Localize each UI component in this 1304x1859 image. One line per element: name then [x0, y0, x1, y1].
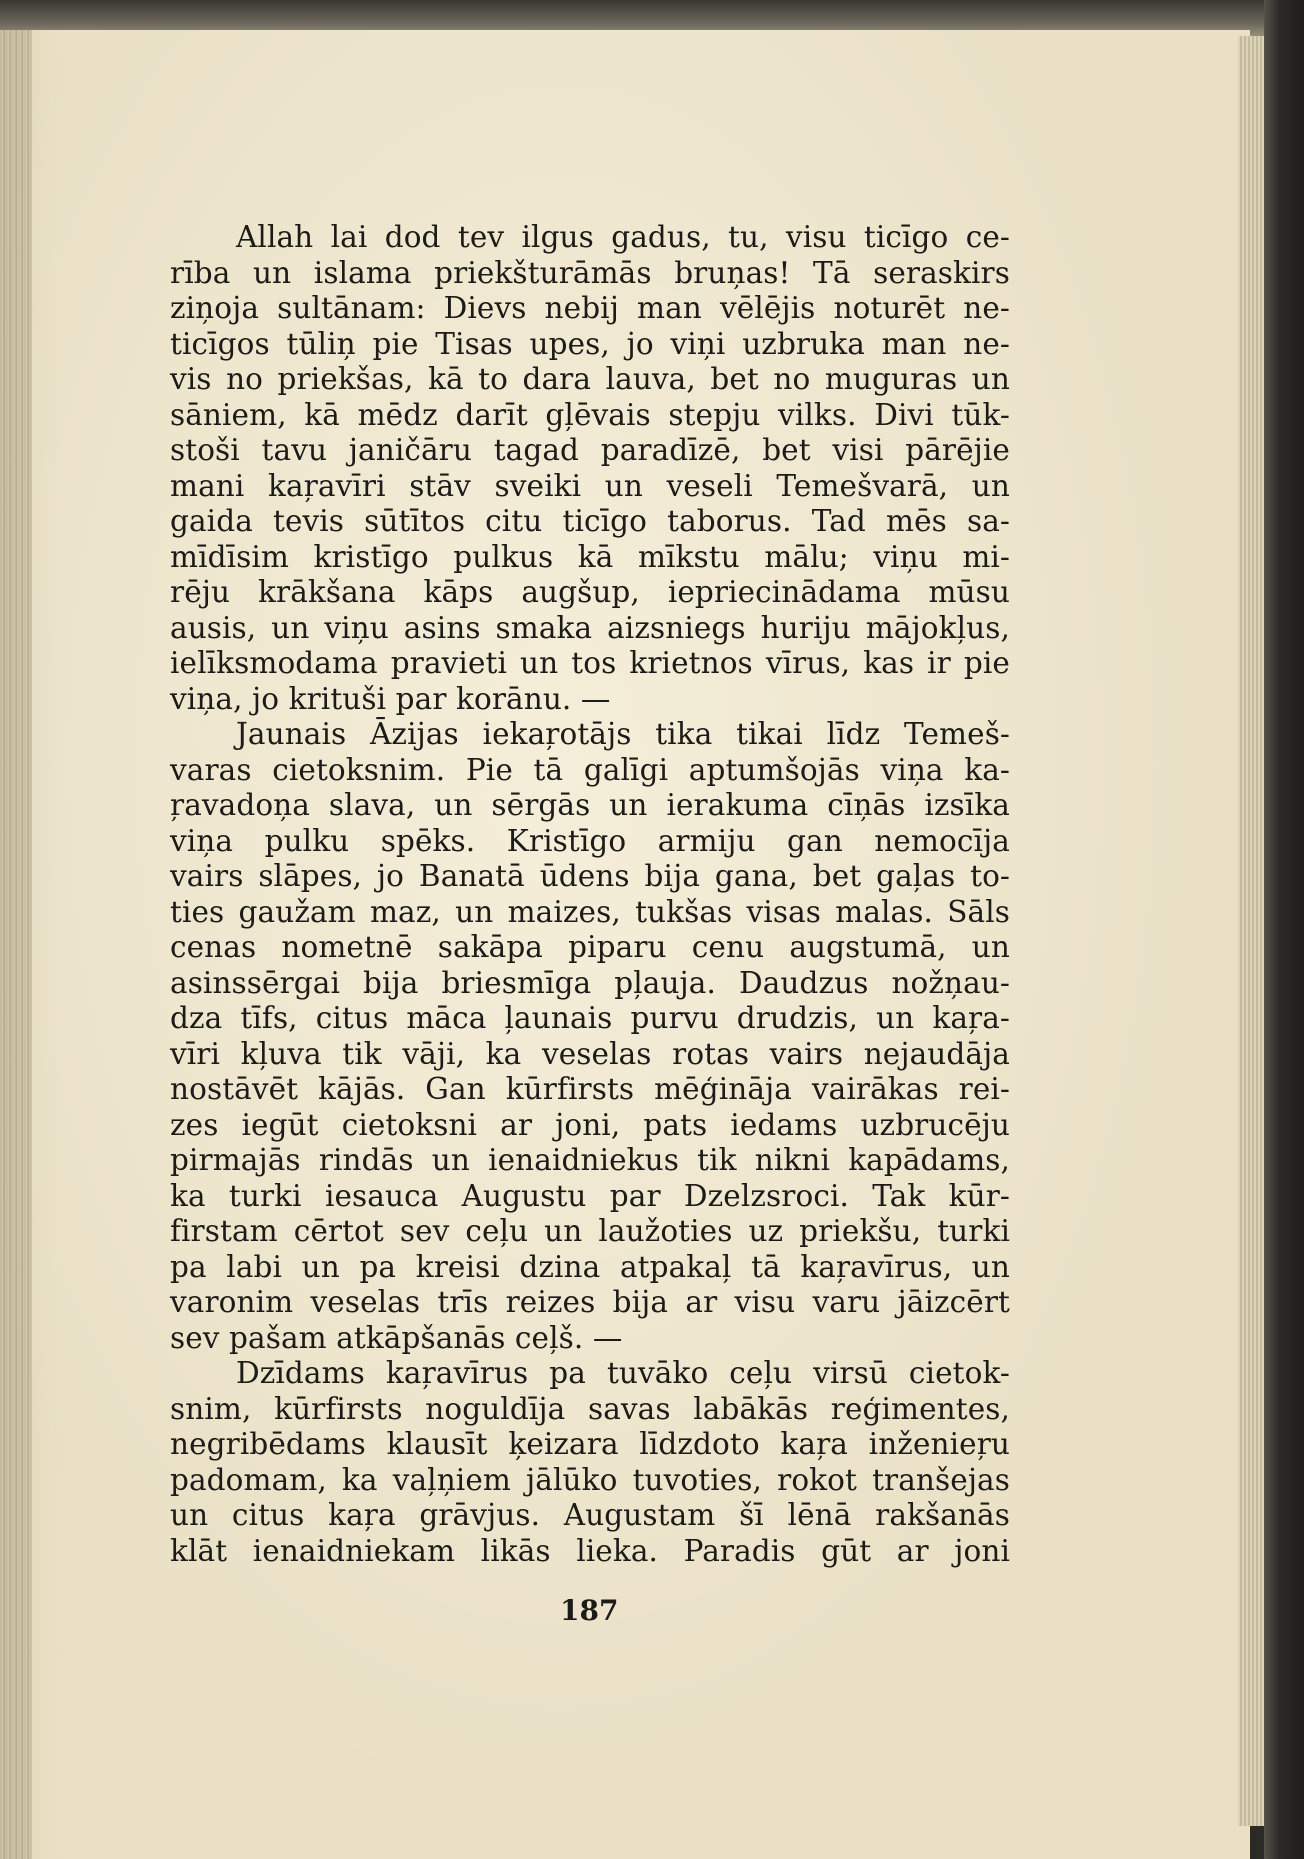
text-line: sāniem, kā mēdz darīt gļēvais stepju vilks. Divi tūk- [170, 397, 1010, 432]
text-line: Jaunais Āzijas iekaŗotājs tika tikai līdz Temeš- [236, 717, 1010, 751]
text-line: cenas nometnē sakāpa piparu cenu augstumā, un [170, 930, 1010, 964]
text-line: un citus kaŗa grāvjus. Augustam šī lēnā rakšanās [170, 1498, 1010, 1532]
text-line: asinssērgai bija briesmīga pļauja. Daudzus nožņau- [170, 965, 1010, 1000]
text-line: mīdīsim kristīgo pulkus kā mīkstu mālu; viņu mi- [170, 539, 1010, 574]
text-line: nostāvēt kājās. Gan kūrfirsts mēģināja vairākas rei- [170, 1072, 1010, 1106]
text-line: pa labi un pa kreisi dzina atpakaļ tā kaŗavīrus, un [170, 1249, 1010, 1284]
text-line: viņa pulku spēks. Kristīgo armiju gan nemocīja [170, 823, 1010, 858]
text-line: dza tīfs, citus māca ļaunais purvu drudzis, un kaŗa- [170, 1001, 1010, 1035]
text-line: viņa, jo krituši par korānu. — [170, 681, 611, 716]
text-line: mani kaŗavīri stāv sveiki un veseli Temešvarā, un [170, 468, 1010, 503]
text-line: ziņoja sultānam: Dievs nebij man vēlējis noturēt ne- [170, 291, 1010, 325]
text-line: rība un islama priekšturāmās bruņas! Tā seraskirs [170, 255, 1010, 290]
text-line: stoši tavu janičāru tagad paradīzē, bet visi pārējie [170, 433, 1010, 467]
text-line: firstam cērtot sev ceļu un laužoties uz priekšu, turki [170, 1214, 1010, 1248]
text-line: vīri kļuva tik vāji, ka veselas rotas vairs nejaudāja [170, 1036, 1010, 1071]
text-line: ŗavadoņa slava, un sērgās un ierakuma cīņās izsīka [170, 788, 1010, 822]
text-line: varonim veselas trīs reizes bija ar visu varu jāizcērt [170, 1285, 1010, 1319]
text-line: ausis, un viņu asins smaka aizsniegs huriju mājokļus, [170, 610, 1010, 645]
text-line: sev pašam atkāpšanās ceļš. — [170, 1320, 623, 1355]
text-line: Dzīdams kaŗavīrus pa tuvāko ceļu virsū cietok- [236, 1356, 1010, 1390]
book-binding [1264, 0, 1304, 1859]
text-line: snim, kūrfirsts noguldīja savas labākās reģimentes, [170, 1391, 1010, 1426]
text-line: varas cietoksnim. Pie tā galīgi aptumšojās viņa ka- [170, 752, 1010, 787]
text-line: ielīksmodama pravieti un tos krietnos vīrus, kas ir pie [170, 646, 1010, 680]
text-line: gaida tevis sūtītos citu ticīgo taborus. Tad mēs sa- [170, 504, 1010, 538]
page-gutter [0, 30, 32, 1859]
text-line: ticīgos tūliņ pie Tisas upes, jo viņi uzbruka man ne- [170, 326, 1010, 361]
text-line: rēju krākšana kāps augšup, iepriecinādama mūsu [170, 575, 1010, 609]
text-line: ties gaužam maz, un maizes, tukšas visas malas. Sāls [170, 894, 1010, 929]
text-line: pirmajās rindās un ienaidniekus tik nikni kapādams, [170, 1143, 1010, 1177]
text-line: klāt ienaidniekam likās lieka. Paradis gūt ar joni [170, 1533, 1010, 1568]
page-number: 187 [560, 1594, 619, 1627]
body-text [170, 220, 1010, 1569]
text-line: vis no priekšas, kā to dara lauva, bet no muguras un [170, 362, 1010, 396]
text-line: ka turki iesauca Augustu par Dzelzsroci. Tak kūr- [170, 1178, 1010, 1213]
text-line: zes iegūt cietoksni ar joni, pats iedams uzbrucēju [170, 1107, 1010, 1142]
text-line: vairs slāpes, jo Banatā ūdens bija gana, bet gaļas to- [170, 859, 1010, 893]
text-line: Allah lai dod tev ilgus gadus, tu, visu ticīgo ce- [236, 220, 1010, 254]
text-line: padomam, ka vaļņiem jālūko tuvoties, rokot tranšejas [170, 1462, 1010, 1497]
text-line: negribēdams klausīt ķeizara līdzdoto kaŗa inženieŗu [170, 1427, 1010, 1461]
